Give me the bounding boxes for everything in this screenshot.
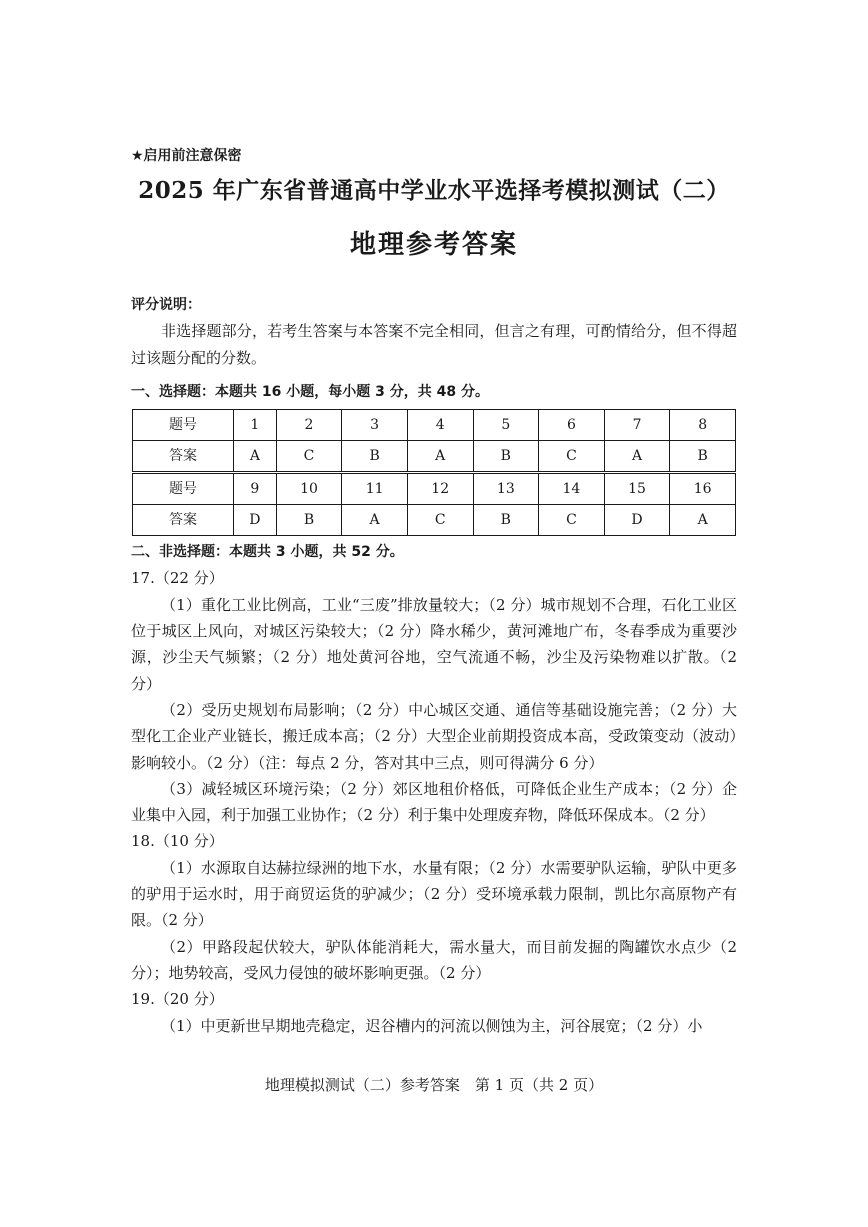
- q17-part2: （2）受历史规划布局影响；（2 分）中心城区交通、通信等基础设施完善；（2 分）大型化工企业产业链长，搬迁成本高；（2 分）大型企业前期投资成本高，受政策变动（波动）影响较小。（2 分）（注：每点 2 分，答对其中三点，则可得满分 6 分）: [131, 700, 737, 772]
- question-number: 14: [539, 473, 605, 505]
- answer-cell: B: [473, 441, 539, 473]
- question-number: 1: [234, 410, 277, 441]
- mc-answer-table: [132, 409, 736, 536]
- mc-section-heading: 一、选择题：本题共 16 小题，每小题 3 分，共 48 分。: [131, 383, 489, 400]
- question-number: 4: [407, 410, 473, 441]
- answer-cell: C: [276, 441, 342, 473]
- table-row: [133, 441, 736, 473]
- page-footer: 地理模拟测试（二）参考答案 第 1 页（共 2 页）: [264, 1076, 604, 1094]
- exam-title: 2025 年广东省普通高中学业水平选择考模拟测试（二）: [138, 177, 730, 204]
- document-title: 地理参考答案: [349, 230, 518, 260]
- answer-body: [131, 292, 737, 1039]
- row-label-answer: 答案: [133, 505, 234, 536]
- question-number: 7: [604, 410, 670, 441]
- answer-cell: D: [234, 505, 277, 536]
- row-label-number: 题号: [133, 410, 234, 441]
- answer-cell: B: [276, 505, 342, 536]
- answer-cell: B: [342, 441, 408, 473]
- answer-cell: C: [539, 441, 605, 473]
- answer-cell: A: [670, 505, 736, 536]
- q18-title: 18.（10 分）: [131, 832, 224, 851]
- q17-part1: （1）重化工业比例高，工业“三废”排放量较大；（2 分）城市规划不合理，石化工业区位于城区上风向，对城区污染较大；（2 分）降水稀少，黄河滩地广布，冬春季成为重要沙源，沙尘天气频繁；（2 分）地处黄河谷地，空气流通不畅，沙尘及污染物难以扩散。（2 分）: [131, 595, 737, 693]
- answer-cell: A: [407, 441, 473, 473]
- answer-cell: A: [604, 441, 670, 473]
- q17-title: 17.（22 分）: [131, 569, 224, 588]
- answer-cell: B: [670, 441, 736, 473]
- question-number: 11: [342, 473, 408, 505]
- question-number: 9: [234, 473, 277, 505]
- nonmc-section-heading: 二、非选择题：本题共 3 小题，共 52 分。: [131, 544, 404, 561]
- answer-cell: C: [407, 505, 473, 536]
- row-label-answer: 答案: [133, 441, 234, 473]
- question-number: 10: [276, 473, 342, 505]
- question-number: 13: [473, 473, 539, 505]
- answer-cell: D: [604, 505, 670, 536]
- question-number: 12: [407, 473, 473, 505]
- grading-label: 评分说明：: [131, 297, 201, 313]
- answer-cell: B: [473, 505, 539, 536]
- question-number: 3: [342, 410, 408, 441]
- row-label-number: 题号: [133, 473, 234, 505]
- answer-cell: A: [342, 505, 408, 536]
- question-number: 16: [670, 473, 736, 505]
- question-number: 2: [276, 410, 342, 441]
- question-number: 6: [539, 410, 605, 441]
- q18-part1: （1）水源取自达赫拉绿洲的地下水，水量有限；（2 分）水需要驴队运输，驴队中更多的驴用于运水时，用于商贸运货的驴减少；（2 分）受环境承载力限制，凯比尔高原物产有限。（2 分）: [131, 858, 737, 930]
- q18-part2: （2）甲路段起伏较大，驴队体能消耗大，需水量大，而目前发掘的陶罐饮水点少（2 分）；地势较高，受风力侵蚀的破坏影响更强。（2 分）: [131, 937, 737, 982]
- answer-cell: A: [234, 441, 277, 473]
- table-row: [133, 505, 736, 536]
- question-number: 15: [604, 473, 670, 505]
- q19-part1: （1）中更新世早期地壳稳定，迟谷槽内的河流以侧蚀为主，河谷展宽；（2 分）小: [161, 1016, 703, 1035]
- confidential-notice: ★启用前注意保密: [131, 148, 242, 164]
- q19-title: 19.（20 分）: [131, 990, 224, 1009]
- question-number: 8: [670, 410, 736, 441]
- grading-text: 非选择题部分，若考生答案与本答案不完全相同，但言之有理，可酌情给分，但不得超过该题分配的分数。: [131, 322, 737, 367]
- question-number: 5: [473, 410, 539, 441]
- table-row: [133, 410, 736, 441]
- answer-cell: C: [539, 505, 605, 536]
- table-row: [133, 473, 736, 505]
- q17-part3: （3）减轻城区环境污染；（2 分）郊区地租价格低，可降低企业生产成本；（2 分）企业集中入园，利于加强工业协作；（2 分）利于集中处理废弃物，降低环保成本。（2 分）: [131, 779, 737, 825]
